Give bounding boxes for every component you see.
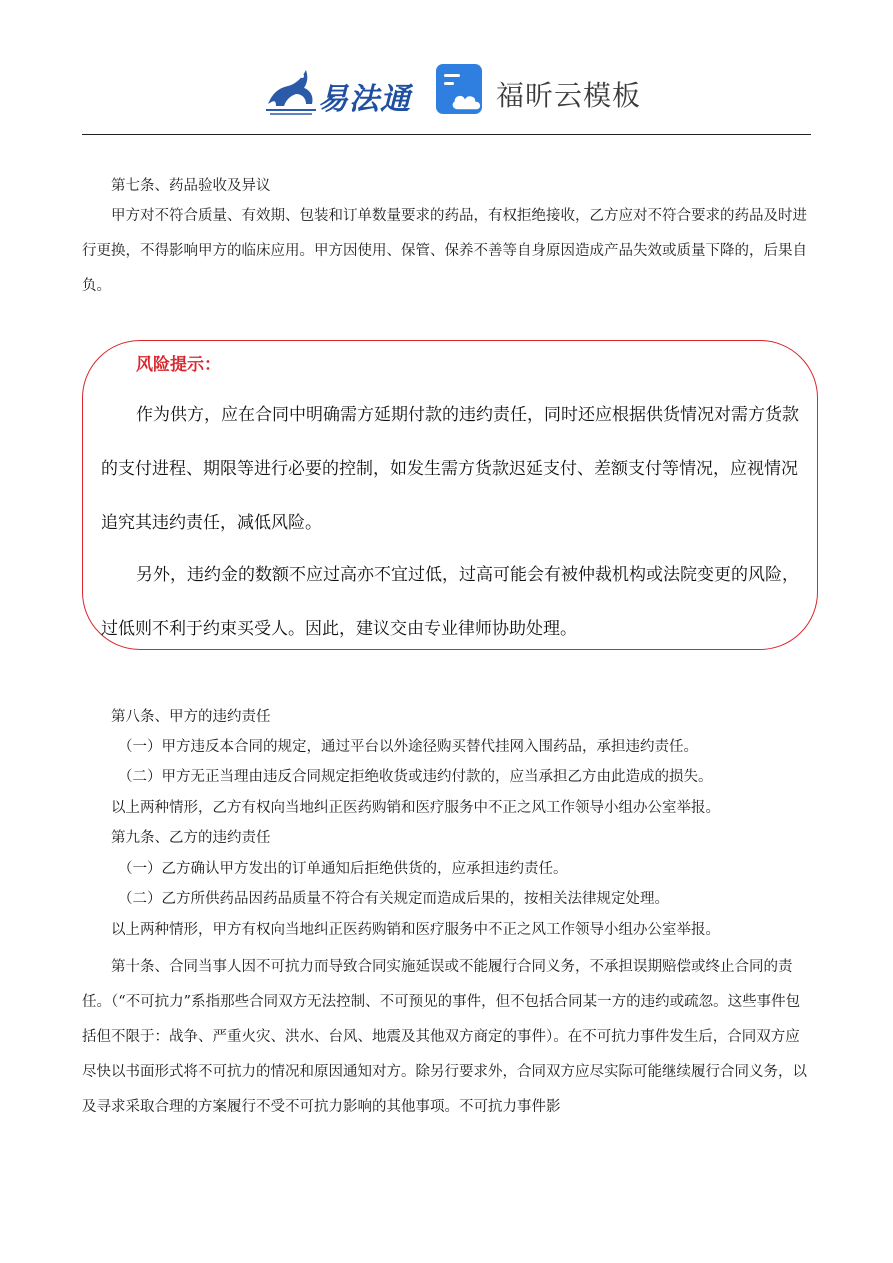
article9-item-1: （一）乙方确认甲方发出的订单通知后拒绝供货的，应承担违约责任。 [118, 861, 568, 877]
article7-body: 甲方对不符合质量、有效期、包装和订单数量要求的药品，有权拒绝接收，乙方应对不符合要求的药品及时进行更换，不得影响甲方的临床应用。甲方因使用、保管、保养不善等自身原因造成产品失效或质量下降的，后果自负。 [82, 208, 807, 294]
article8-title: 第八条、甲方的违约责任 [111, 709, 271, 725]
article9-note: 以上两种情形，甲方有权向当地纠正医药购销和医疗服务中不正之风工作领导小组办公室举报。 [111, 922, 720, 938]
article8-note: 以上两种情形，乙方有权向当地纠正医药购销和医疗服务中不正之风工作领导小组办公室举报。 [111, 800, 720, 816]
article7-title: 第七条、药品验收及异议 [111, 178, 271, 194]
risk-paragraph-1: 作为供方，应在合同中明确需方延期付款的违约责任，同时还应根据供货情况对需方货款的支付进程、期限等进行必要的控制，如发生需方货款迟延支付、差额支付等情况，应视情况追究其违约责任，减低风险。 [101, 405, 799, 533]
header-divider [82, 134, 811, 135]
article8-item-2: （二）甲方无正当理由违反合同规定拒绝收货或违约付款的，应当承担乙方由此造成的损失。 [118, 769, 713, 785]
yifatong-logo-text: 易法通 [318, 82, 411, 117]
page-header [0, 58, 893, 124]
qilin-emblem-icon [262, 64, 320, 118]
fuxin-logo-text: 福昕云模板 [496, 79, 642, 112]
article8-item-1: （一）甲方违反本合同的规定，通过平台以外途径购买替代挂网入围药品，承担违约责任。 [118, 739, 698, 755]
article9-title: 第九条、乙方的违约责任 [111, 830, 271, 846]
article9-item-2: （二）乙方所供药品因药品质量不符合有关规定而造成后果的，按相关法律规定处理。 [118, 891, 669, 907]
yifatong-logo [262, 62, 412, 118]
risk-paragraph-2: 另外，违约金的数额不应过高亦不宜过低，过高可能会有被仲裁机构或法院变更的风险，过低则不利于约束买受人。因此，建议交由专业律师协助处理。 [101, 565, 799, 639]
cloud-document-icon [436, 64, 488, 116]
article10-body: 第十条、合同当事人因不可抗力而导致合同实施延误或不能履行合同义务，不承担误期赔偿或终止合同的责任。（“不可抗力”系指那些合同双方无法控制、不可预见的事件，但不包括合同某一方的违约或疏忽。这些事件包括但不限于：战争、严重火灾、洪水、台风、地震及其他双方商定的事件）。在不可抗力事件发生后，合同双方应尽快以书面形式将不可抗力的情况和原因通知对方。除另行要求外，合同双方应尽实际可能继续履行合同义务，以及寻求采取合理的方案履行不受不可抗力影响的其他事项。不可抗力事件影 [82, 959, 807, 1115]
fuxin-logo [436, 64, 646, 120]
risk-title: 风险提示： [136, 355, 221, 375]
